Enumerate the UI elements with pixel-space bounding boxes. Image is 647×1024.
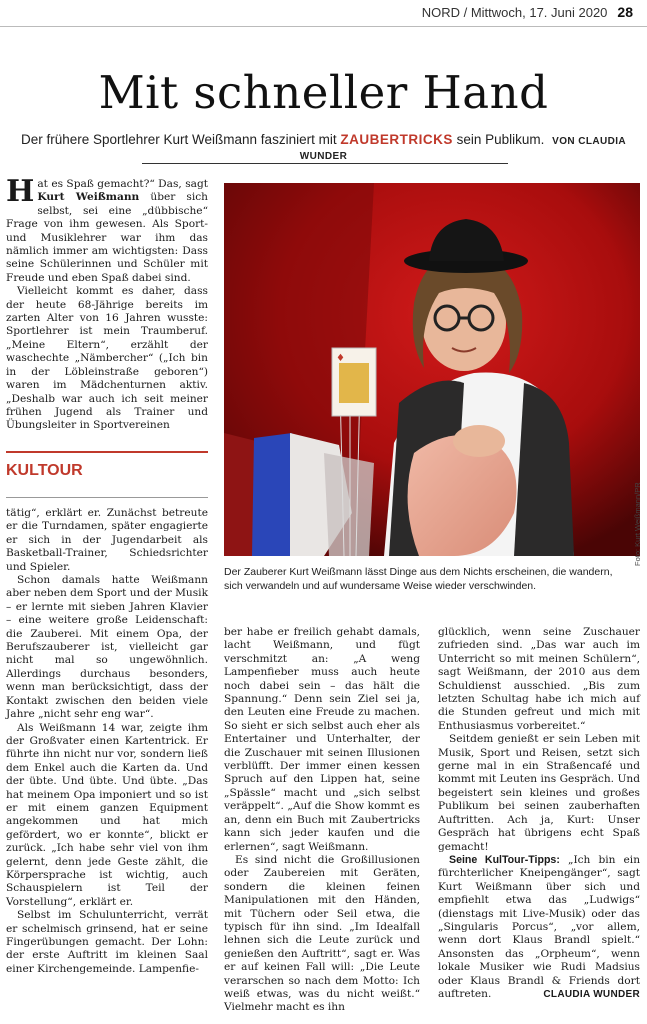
subline-keyword: ZAUBERTRICKS <box>340 132 453 147</box>
paragraph: Selbst im Schulunterricht, verrät er schelmisch grinsend, hat er seine Fingerübungen gemacht. Der Lohn: der erste Auftritt im kleinen Saal einer Kirchengemeinde. Lampenfie- <box>6 909 208 975</box>
author-signature: CLAUDIA WUNDER <box>543 988 640 1000</box>
subline <box>6 132 641 162</box>
paragraph: ber habe er freilich gehabt damals, lacht Weißmann, und fügt verschmitzt an: „A weng Lampenfieber muss auch heute noch dabei sein – das hält die Spannung.“ Denn sein Ziel sei ja, den Leuten eine Freude zu machen. So sieht er sich selbst auch eher als Entertainer und Unterhalter, der die Zuschauer mit seinen Illusionen verblüfft. Der immer einen kessen Spruch auf den Lippen hat, seine „Spässle“ macht und „sich selbst veräppelt“. „Auf die Show kommt es an, denn ein Buch mit Zaubertricks kann sich jeder kaufen und die erlernen“, sagt Weißmann. <box>224 626 420 853</box>
byline: VON CLAUDIA WUNDER <box>299 136 627 162</box>
playing-card <box>332 348 376 416</box>
magician-photo <box>224 183 640 556</box>
paragraph: Vielleicht kommt es daher, dass der heute 68-Jährige bereits im zarten Alter von 16 Jahren wusste: Sportlehrer ist mein Traumberuf. „Meine Eltern“, erzählt der waschechte „Nämbercher“ („Ich bin in der Löbleinstraße geboren“) waren im Mädchenturnen aktiv. „Deshalb war auch ich seit meiner frühen Jugend als Trainer und Übungsleiter in Sportvereinen <box>6 285 208 432</box>
person-name: Kurt Weißmann <box>37 191 140 204</box>
paragraph: glücklich, wenn seine Zuschauer zufrieden sind. „Das war auch im Unterricht so mit meinen Schülern“, sagt Weißmann, der 2010 aus dem Schuldienst ausschied. „Bis zum letzten Schultag habe ich mich auf die Stunden gefreut und mich mit Enthusiasmus vorbereitet.“ <box>438 626 640 732</box>
section-rule-bottom <box>6 497 208 498</box>
headline: Mit schneller Hand <box>98 66 549 119</box>
edition-date: NORD / Mittwoch, 17. Juni 2020 <box>421 5 608 20</box>
paragraph: Als Weißmann 14 war, zeigte ihm der Großvater einen Kartentrick. Er führte ihn nicht nur vor, sondern ließ dem Enkel auch die Karten da. Und der übte. Und übte. Und übte. „Das hat meinem Opa imponiert und so ist er mit einem ganzen Equipment angekommen und hat mich gefördert, wo er konnte“, blickt er zurück. „Ich habe sehr viel von ihm gelernt, denn jede Geste zählt, die Körpersprache ist wichtig, auch Schauspielern ist Teil der Vorstellung“, erklärt er. <box>6 721 208 908</box>
paragraph: Schon damals hatte Weißmann aber neben dem Sport und der Musik – er lernte mit sieben Jahren Klavier – eine weitere große Leidenschaft: die Zauberei. Mit einem Opa, der Berufszauberer ist, vielleicht gar nicht mal so ungewöhnlich. Allerdings durchaus besonders, wenn man berücksichtigt, dass der Kontakt zwischen den beiden viele Jahre „nicht sehr eng war“. <box>6 574 208 721</box>
section-label: KULTOUR <box>6 462 83 479</box>
photo-caption: Der Zauberer Kurt Weißmann lässt Dinge aus dem Nichts erscheinen, die wandern, sich verwandeln und auf wundersame Weise wieder verschwinden. <box>224 566 613 592</box>
subline-text-after: sein Publikum. <box>456 132 545 147</box>
column-2 <box>224 626 420 1015</box>
paragraph: Hat es Spaß gemacht?“ Das, sagt Kurt Weißmann über sich selbst, sei eine „dübbische“ Frage von ihm gewesen. Als Sport- und Musiklehrer war ihm das nämlich immer am wichtigsten: Dass seine Schülerinnen und Schüler mit Freude und eben Spaß dabei sind. <box>6 174 208 284</box>
header-rule <box>0 26 647 27</box>
page-header <box>422 4 633 20</box>
svg-text:♦: ♦ <box>336 353 345 364</box>
paragraph: Seitdem genießt er sein Leben mit Musik, Sport und Reisen, setzt sich gerne mal in ein Straßencafé und kommt mit Leuten ins Gespräch. Und begeistert sein kleines und großes Publikum bei seinen zauberhaften Auftritten. Ach ja, Kurt: Unser Gespräch hat übrigens echt Spaß gemacht! <box>438 733 640 853</box>
photo-credit: Foto: Kurt Weißmann/PR <box>633 482 642 566</box>
subline-rule <box>142 163 508 164</box>
column-3 <box>438 626 640 1001</box>
paragraph: tätig“, erklärt er. Zunächst betreute er die Turndamen, später engagierte er sich in der Jugendarbeit als Basketball-Trainer, Schiedsrichter und Spieler. <box>6 507 208 573</box>
tips-label: Seine KulTour-Tipps: <box>449 853 560 866</box>
page-number: 28 <box>617 4 633 20</box>
section-rule <box>6 451 208 453</box>
paragraph: Es sind nicht die Großillusionen oder Zaubereien mit Geräten, sondern die kleinen feinen Manipulationen mit den Händen, mit Tüchern oder Seil etwa, die typisch für ihn sind. „Im Idealfall lehnen sich die Leute zurück und genießen den Auftritt“, sagt er. Was er auf keinen Fall will: „Die Leute verarschen so nach dem Motto: Ich weiß etwas, was du nicht weißt.“ Vielmehr macht es ihn <box>224 853 420 1014</box>
column-1-top <box>6 174 208 440</box>
subline-text-before: Der frühere Sportlehrer Kurt Weißmann fasziniert mit <box>20 132 337 147</box>
column-1-bottom <box>6 507 208 976</box>
drop-cap: H <box>6 174 35 209</box>
paragraph: Seine KulTour-Tipps: „Ich bin ein fürchterlicher Kneipengänger“, sagt Kurt Weißmann über sich und empfiehlt etwa das „Ludwigs“ (dienstags mit Live-Musik) oder das „Singularis Porcus“, „vor allem, wenn dort Klaus Brandl spielt.“ Ansonsten das „Orpheum“, wenn lokale Musiker wie Rudi Madsius oder Klaus Brandl & Friends dort auftreten. CLAUDIA WUNDER <box>438 853 641 1000</box>
photo-illustration <box>224 183 640 556</box>
